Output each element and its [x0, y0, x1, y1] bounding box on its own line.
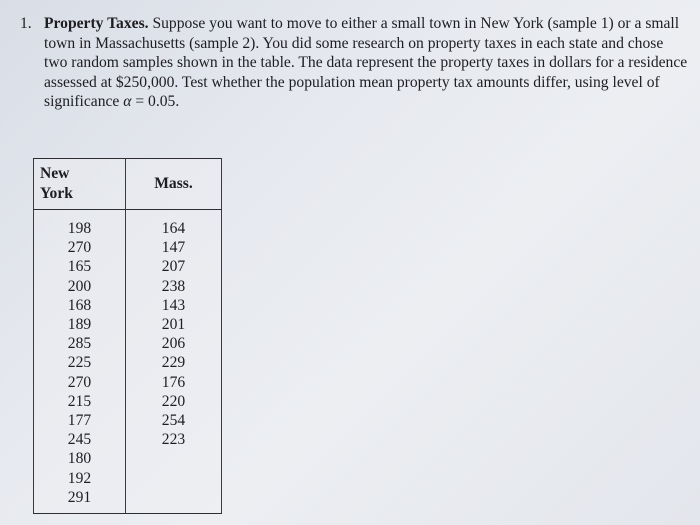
cell-massachusetts: 176: [126, 373, 222, 392]
cell-new-york: 215: [34, 392, 126, 411]
cell-new-york: 189: [34, 315, 126, 334]
cell-massachusetts: 223: [126, 430, 222, 449]
cell-new-york: 192: [34, 469, 126, 488]
cell-massachusetts: 164: [126, 210, 222, 239]
cell-massachusetts: 220: [126, 392, 222, 411]
header-massachusetts: Mass.: [126, 159, 222, 210]
table-row: [34, 238, 222, 257]
table-row: [34, 373, 222, 392]
property-tax-table: [33, 158, 222, 514]
cell-massachusetts: 143: [126, 296, 222, 315]
cell-new-york: 165: [34, 257, 126, 276]
table-row: [34, 296, 222, 315]
cell-new-york: 180: [34, 449, 126, 468]
cell-new-york: 270: [34, 238, 126, 257]
table-row: [34, 411, 222, 430]
table-row: [34, 257, 222, 276]
problem-number: 1.: [20, 15, 32, 32]
cell-new-york: 200: [34, 277, 126, 296]
cell-massachusetts: 207: [126, 257, 222, 276]
header-new-york-line1: New: [40, 165, 70, 182]
problem-text: Suppose you want to move to either a small town in New York (sample 1) or a small town in Massachusetts (sample 2). You did some research on property taxes in each state and chose two random samples shown in the table. The data represent the property taxes in dollars for a residence assessed at $250,000. Test whether the population mean property tax amounts differ, using level of significance: [44, 15, 688, 111]
alpha-value: = 0.05.: [135, 93, 180, 111]
table-row: [34, 469, 222, 488]
table-row: [34, 392, 222, 411]
cell-massachusetts: 238: [126, 277, 222, 296]
table-body: [34, 210, 222, 514]
cell-massachusetts: 229: [126, 353, 222, 372]
problem-title: Property Taxes.: [44, 15, 149, 32]
cell-new-york: 291: [34, 488, 126, 514]
header-new-york: [34, 159, 126, 210]
table-row: [34, 488, 222, 514]
header-new-york-line2: York: [40, 185, 73, 202]
problem-body: [44, 14, 690, 112]
cell-massachusetts: [126, 488, 222, 514]
cell-new-york: 177: [34, 411, 126, 430]
table-row: [34, 334, 222, 353]
cell-massachusetts: [126, 449, 222, 468]
table-row: [34, 315, 222, 334]
table-row: [34, 277, 222, 296]
cell-massachusetts: 201: [126, 315, 222, 334]
alpha-symbol: α: [123, 93, 132, 111]
table-row: [34, 210, 222, 239]
cell-new-york: 245: [34, 430, 126, 449]
table-header-row: [34, 159, 222, 210]
cell-new-york: 168: [34, 296, 126, 315]
table-row: [34, 449, 222, 468]
cell-new-york: 225: [34, 353, 126, 372]
table-row: [34, 430, 222, 449]
cell-new-york: 270: [34, 373, 126, 392]
cell-massachusetts: 147: [126, 238, 222, 257]
problem-statement: [20, 14, 690, 112]
cell-massachusetts: 206: [126, 334, 222, 353]
cell-new-york: 285: [34, 334, 126, 353]
cell-massachusetts: [126, 469, 222, 488]
cell-new-york: 198: [34, 210, 126, 239]
cell-massachusetts: 254: [126, 411, 222, 430]
table-row: [34, 353, 222, 372]
